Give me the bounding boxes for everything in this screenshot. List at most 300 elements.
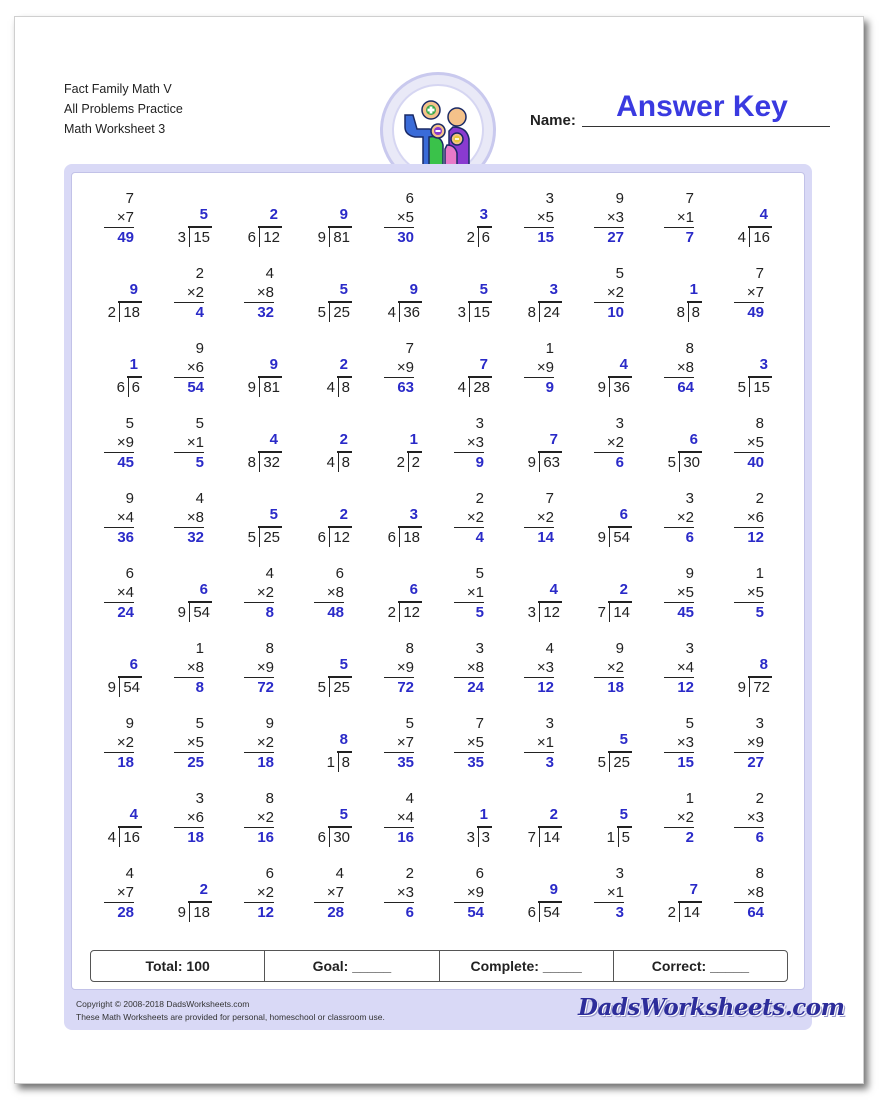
divisor: 4 — [457, 379, 466, 396]
product-answer: 2 — [685, 829, 694, 846]
dividend: 25 — [613, 754, 630, 771]
factor-bottom: ×5 — [174, 733, 204, 753]
problem-cell — [230, 339, 290, 401]
problem-cell — [370, 339, 430, 401]
factor-top: 3 — [475, 640, 484, 657]
dividend: 2 — [411, 454, 420, 471]
product-answer: 54 — [467, 904, 484, 921]
product-answer: 6 — [615, 454, 624, 471]
division-bracket — [609, 526, 611, 547]
multiplication-problem — [384, 864, 414, 922]
factor-bottom: ×5 — [384, 208, 414, 228]
divisor: 5 — [317, 679, 326, 696]
problem-cell — [160, 189, 220, 251]
dividend: 14 — [613, 604, 630, 621]
problem-grid — [72, 173, 804, 989]
factor-bottom: ×2 — [594, 433, 624, 453]
product-answer: 10 — [607, 304, 624, 321]
factor-top: 2 — [405, 865, 414, 882]
division-bracket — [329, 826, 331, 847]
product-answer: 18 — [117, 754, 134, 771]
factor-top: 3 — [755, 715, 764, 732]
multiplication-problem — [104, 189, 134, 247]
dividend: 8 — [341, 754, 350, 771]
product-answer: 12 — [257, 904, 274, 921]
division-bracket — [329, 301, 331, 322]
divisor: 9 — [597, 529, 606, 546]
multiplication-problem — [734, 264, 764, 322]
problem-cell — [510, 414, 570, 476]
problem-cell — [230, 189, 290, 251]
factor-top: 4 — [265, 265, 274, 282]
problem-cell — [440, 264, 500, 326]
product-answer: 45 — [677, 604, 694, 621]
quotient-answer: 7 — [689, 881, 698, 898]
multiplication-problem — [244, 789, 274, 847]
product-answer: 3 — [615, 904, 624, 921]
problem-cell — [440, 339, 500, 401]
division-problem — [510, 283, 574, 327]
division-bracket — [539, 901, 541, 922]
factor-top: 3 — [615, 415, 624, 432]
multiplication-problem — [244, 864, 274, 922]
division-bar — [337, 376, 352, 378]
division-problem — [160, 583, 224, 627]
product-answer: 28 — [117, 904, 134, 921]
multiplication-problem — [664, 189, 694, 247]
problem-cell — [440, 714, 500, 776]
factor-top: 3 — [615, 865, 624, 882]
factor-top: 1 — [755, 565, 764, 582]
division-bracket — [329, 526, 331, 547]
dividend: 25 — [333, 304, 350, 321]
quotient-answer: 9 — [409, 281, 418, 298]
dividend: 15 — [473, 304, 490, 321]
quotient-answer: 5 — [619, 806, 628, 823]
division-problem — [510, 583, 574, 627]
factor-top: 7 — [475, 715, 484, 732]
problem-cell — [720, 864, 780, 926]
factor-bottom: ×2 — [244, 808, 274, 828]
division-problem — [90, 358, 154, 402]
factor-top: 8 — [685, 340, 694, 357]
product-answer: 36 — [117, 529, 134, 546]
multiplication-problem — [174, 639, 204, 697]
multiplication-problem — [664, 639, 694, 697]
multiplication-problem — [524, 339, 554, 397]
factor-bottom: ×5 — [734, 583, 764, 603]
factor-top: 7 — [545, 490, 554, 507]
dividend: 30 — [333, 829, 350, 846]
divisor: 4 — [326, 379, 335, 396]
quotient-answer: 4 — [619, 356, 628, 373]
multiplication-problem — [734, 414, 764, 472]
factor-bottom: ×2 — [244, 883, 274, 903]
complete-cell: Complete: _____ — [440, 951, 614, 981]
divisor: 9 — [107, 679, 116, 696]
quotient-answer: 2 — [339, 356, 348, 373]
division-bracket — [399, 526, 401, 547]
multiplication-problem — [104, 489, 134, 547]
division-bar — [538, 826, 562, 828]
division-bar — [538, 901, 562, 903]
division-bracket — [688, 301, 690, 322]
product-answer: 64 — [677, 379, 694, 396]
problem-cell — [510, 564, 570, 626]
factor-bottom: ×7 — [104, 883, 134, 903]
divisor: 6 — [247, 229, 256, 246]
multiplication-problem — [104, 414, 134, 472]
factor-top: 6 — [335, 565, 344, 582]
division-problem — [580, 508, 644, 552]
factor-bottom: ×3 — [734, 808, 764, 828]
multiplication-problem — [454, 414, 484, 472]
dividend: 5 — [621, 829, 630, 846]
dividend: 6 — [481, 229, 490, 246]
problem-cell — [720, 714, 780, 776]
multiplication-problem — [524, 489, 554, 547]
division-bracket — [618, 826, 620, 847]
problem-cell — [580, 189, 640, 251]
dividend: 16 — [123, 829, 140, 846]
problem-cell — [720, 639, 780, 701]
product-answer: 12 — [747, 529, 764, 546]
division-bar — [468, 376, 492, 378]
dividend: 24 — [543, 304, 560, 321]
division-problem — [370, 283, 434, 327]
quotient-answer: 5 — [339, 656, 348, 673]
division-problem — [370, 508, 434, 552]
quotient-answer: 5 — [339, 806, 348, 823]
division-bracket — [478, 226, 480, 247]
multiplication-problem — [734, 789, 764, 847]
factor-bottom: ×8 — [174, 658, 204, 678]
division-problem — [440, 208, 504, 252]
division-bar — [538, 301, 562, 303]
problem-cell — [160, 264, 220, 326]
division-bar — [538, 451, 562, 453]
problem-cell — [230, 414, 290, 476]
score-bar — [90, 950, 788, 982]
problem-cell — [230, 564, 290, 626]
dividend: 6 — [131, 379, 140, 396]
division-problem — [300, 508, 364, 552]
division-bracket — [338, 751, 340, 772]
division-bracket — [749, 226, 751, 247]
multiplication-problem — [454, 639, 484, 697]
quotient-answer: 4 — [549, 581, 558, 598]
quotient-answer: 7 — [479, 356, 488, 373]
dividend: 81 — [333, 229, 350, 246]
dividend: 72 — [753, 679, 770, 696]
factor-bottom: ×2 — [174, 283, 204, 303]
factor-top: 5 — [195, 415, 204, 432]
division-problem — [90, 658, 154, 702]
problem-cell — [230, 864, 290, 926]
product-answer: 48 — [327, 604, 344, 621]
quotient-answer: 2 — [549, 806, 558, 823]
factor-bottom: ×8 — [454, 658, 484, 678]
quotient-answer: 1 — [689, 281, 698, 298]
dividend: 8 — [691, 304, 700, 321]
divisor: 2 — [396, 454, 405, 471]
factor-top: 5 — [615, 265, 624, 282]
division-problem — [580, 583, 644, 627]
division-problem — [300, 733, 364, 777]
problem-cell — [90, 339, 150, 401]
factor-bottom: ×6 — [174, 358, 204, 378]
divisor: 5 — [667, 454, 676, 471]
division-bar — [258, 526, 282, 528]
factor-bottom: ×9 — [524, 358, 554, 378]
dividend: 54 — [193, 604, 210, 621]
division-problem — [300, 208, 364, 252]
division-bracket — [469, 376, 471, 397]
divisor: 8 — [676, 304, 685, 321]
quotient-answer: 6 — [409, 581, 418, 598]
problem-cell — [720, 414, 780, 476]
problem-cell — [650, 789, 710, 851]
correct-cell: Correct: _____ — [651, 958, 750, 974]
product-answer: 40 — [747, 454, 764, 471]
multiplication-problem — [244, 264, 274, 322]
factor-top: 3 — [545, 190, 554, 207]
division-bracket — [609, 601, 611, 622]
factor-top: 5 — [475, 565, 484, 582]
factor-top: 4 — [125, 865, 134, 882]
problem-cell — [160, 339, 220, 401]
division-bracket — [259, 526, 261, 547]
factor-top: 4 — [405, 790, 414, 807]
factor-bottom: ×8 — [734, 883, 764, 903]
copyright-line-2: These Math Worksheets are provided for personal, homeschool or classroom use. — [76, 1012, 385, 1022]
divisor: 6 — [317, 829, 326, 846]
divisor: 9 — [247, 379, 256, 396]
division-problem — [300, 433, 364, 477]
divisor: 7 — [597, 604, 606, 621]
problem-cell — [370, 714, 430, 776]
divisor: 3 — [457, 304, 466, 321]
dividend: 15 — [193, 229, 210, 246]
product-answer: 5 — [475, 604, 484, 621]
factor-top: 5 — [125, 415, 134, 432]
problem-cell — [370, 789, 430, 851]
division-bar — [687, 301, 702, 303]
division-bracket — [478, 826, 480, 847]
problems-area — [71, 172, 805, 990]
factor-bottom: ×7 — [384, 733, 414, 753]
multiplication-problem — [664, 489, 694, 547]
product-answer: 12 — [677, 679, 694, 696]
divisor: 5 — [737, 379, 746, 396]
problem-cell — [510, 339, 570, 401]
factor-bottom: ×1 — [174, 433, 204, 453]
multiplication-problem — [594, 639, 624, 697]
multiplication-problem — [174, 789, 204, 847]
product-answer: 6 — [755, 829, 764, 846]
factor-bottom: ×9 — [244, 658, 274, 678]
division-problem — [230, 508, 294, 552]
problem-cell — [580, 264, 640, 326]
factor-bottom: ×4 — [384, 808, 414, 828]
problem-cell — [650, 714, 710, 776]
problem-cell — [440, 189, 500, 251]
product-answer: 12 — [537, 679, 554, 696]
problem-cell — [580, 639, 640, 701]
multiplication-problem — [244, 564, 274, 622]
multiplication-problem — [454, 864, 484, 922]
problem-cell — [370, 639, 430, 701]
division-problem — [90, 808, 154, 852]
division-bracket — [259, 451, 261, 472]
multiplication-problem — [734, 864, 764, 922]
quotient-answer: 1 — [479, 806, 488, 823]
problem-cell — [90, 864, 150, 926]
problem-cell — [720, 339, 780, 401]
dividend: 16 — [753, 229, 770, 246]
worksheet-title — [64, 79, 183, 139]
multiplication-problem — [734, 714, 764, 772]
product-answer: 32 — [257, 304, 274, 321]
problem-cell — [300, 189, 360, 251]
product-answer: 49 — [117, 229, 134, 246]
product-answer: 7 — [685, 229, 694, 246]
title-line-1: Fact Family Math V — [64, 82, 172, 96]
quotient-answer: 4 — [269, 431, 278, 448]
division-problem — [230, 433, 294, 477]
name-underline — [582, 126, 830, 127]
divisor: 9 — [597, 379, 606, 396]
problem-cell — [720, 489, 780, 551]
problem-cell — [580, 714, 640, 776]
quotient-answer: 7 — [549, 431, 558, 448]
factor-bottom: ×1 — [664, 208, 694, 228]
factor-top: 9 — [195, 340, 204, 357]
problem-cell — [230, 489, 290, 551]
factor-top: 9 — [265, 715, 274, 732]
quotient-answer: 6 — [689, 431, 698, 448]
product-answer: 6 — [405, 904, 414, 921]
divisor: 3 — [466, 829, 475, 846]
factor-top: 3 — [685, 640, 694, 657]
division-problem — [720, 358, 784, 402]
division-bracket — [329, 676, 331, 697]
dividend: 8 — [341, 379, 350, 396]
dividend: 28 — [473, 379, 490, 396]
quotient-answer: 8 — [759, 656, 768, 673]
problem-cell — [230, 714, 290, 776]
division-bar — [678, 451, 702, 453]
factor-top: 8 — [405, 640, 414, 657]
factor-bottom: ×7 — [734, 283, 764, 303]
divisor: 5 — [317, 304, 326, 321]
division-bracket — [469, 301, 471, 322]
problem-cell — [90, 639, 150, 701]
product-answer: 72 — [397, 679, 414, 696]
division-bar — [188, 901, 212, 903]
division-bar — [398, 526, 422, 528]
multiplication-problem — [104, 714, 134, 772]
product-answer: 24 — [467, 679, 484, 696]
factor-top: 2 — [755, 490, 764, 507]
problem-cell — [510, 639, 570, 701]
product-answer: 15 — [677, 754, 694, 771]
product-answer: 35 — [397, 754, 414, 771]
dividend: 12 — [403, 604, 420, 621]
multiplication-problem — [734, 489, 764, 547]
division-bracket — [399, 301, 401, 322]
multiplication-problem — [174, 714, 204, 772]
division-problem — [720, 658, 784, 702]
problem-cell — [650, 414, 710, 476]
problem-cell — [300, 864, 360, 926]
dividend: 32 — [263, 454, 280, 471]
product-answer: 27 — [747, 754, 764, 771]
multiplication-problem — [664, 789, 694, 847]
problem-cell — [370, 414, 430, 476]
factor-top: 9 — [615, 640, 624, 657]
division-bar — [118, 301, 142, 303]
factor-top: 2 — [475, 490, 484, 507]
division-bracket — [539, 601, 541, 622]
quotient-answer: 2 — [199, 881, 208, 898]
divisor: 3 — [177, 229, 186, 246]
quotient-answer: 2 — [269, 206, 278, 223]
division-problem — [650, 433, 714, 477]
problem-cell — [370, 264, 430, 326]
multiplication-problem — [384, 339, 414, 397]
divisor: 8 — [247, 454, 256, 471]
problem-cell — [510, 264, 570, 326]
division-problem — [370, 583, 434, 627]
division-bar — [337, 451, 352, 453]
dividend: 30 — [683, 454, 700, 471]
division-bar — [258, 451, 282, 453]
multiplication-problem — [384, 789, 414, 847]
multiplication-problem — [524, 189, 554, 247]
factor-top: 5 — [195, 715, 204, 732]
factor-top: 9 — [125, 490, 134, 507]
factor-top: 7 — [755, 265, 764, 282]
divisor: 4 — [737, 229, 746, 246]
quotient-answer: 5 — [619, 731, 628, 748]
factor-bottom: ×7 — [314, 883, 344, 903]
factor-bottom: ×3 — [524, 658, 554, 678]
divisor: 9 — [177, 604, 186, 621]
divisor: 9 — [177, 904, 186, 921]
quotient-answer: 9 — [339, 206, 348, 223]
dividend: 18 — [123, 304, 140, 321]
factor-top: 4 — [545, 640, 554, 657]
factor-top: 7 — [685, 190, 694, 207]
factor-bottom: ×9 — [384, 358, 414, 378]
division-bar — [538, 601, 562, 603]
division-problem — [90, 283, 154, 327]
division-bracket — [128, 376, 130, 397]
quotient-answer: 3 — [479, 206, 488, 223]
factor-top: 8 — [755, 415, 764, 432]
division-problem — [230, 208, 294, 252]
divisor: 4 — [387, 304, 396, 321]
division-problem — [160, 208, 224, 252]
factor-top: 9 — [125, 715, 134, 732]
quotient-answer: 3 — [409, 506, 418, 523]
factor-bottom: ×9 — [454, 883, 484, 903]
dividend: 63 — [543, 454, 560, 471]
problem-cell — [510, 714, 570, 776]
quotient-answer: 2 — [619, 581, 628, 598]
division-bar — [608, 601, 632, 603]
